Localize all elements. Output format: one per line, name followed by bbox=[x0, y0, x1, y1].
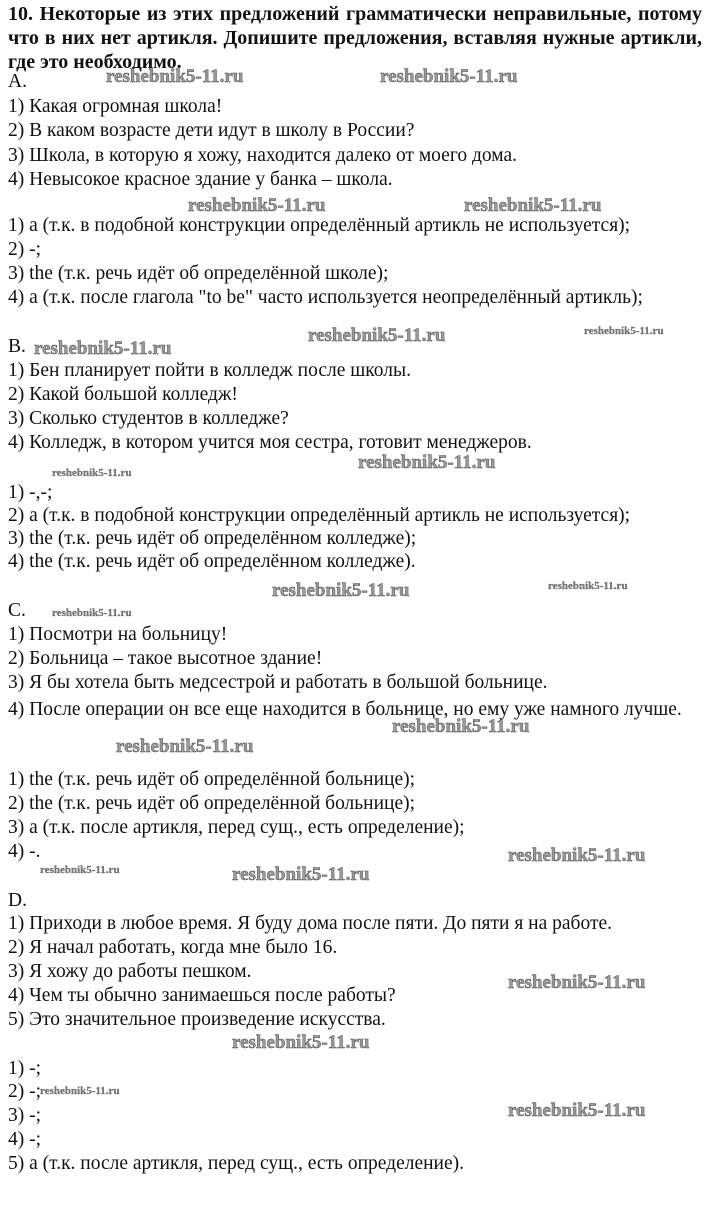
section-b-label: B. bbox=[8, 336, 26, 357]
watermark: reshebnik5-11.ru bbox=[358, 452, 496, 473]
watermark: reshebnik5-11.ru bbox=[308, 325, 446, 346]
section-c-question: 2) Больница – такое высотное здание! bbox=[8, 648, 323, 669]
section-b-question: 1) Бен планирует пойти в колледж после школы. bbox=[8, 360, 411, 381]
section-c-answer: 3) a (т.к. после артикля, перед сущ., есть определение); bbox=[8, 817, 465, 838]
watermark: reshebnik5-11.ru bbox=[272, 580, 410, 601]
section-d-question: 3) Я хожу до работы пешком. bbox=[8, 961, 252, 982]
section-c-answer: 4) -. bbox=[8, 841, 41, 862]
section-d-question: 1) Приходи в любое время. Я буду дома после пяти. До пяти я на работе. bbox=[8, 913, 613, 934]
section-a-question: 4) Невысокое красное здание у банка – школа. bbox=[8, 169, 393, 190]
watermark: reshebnik5-11.ru bbox=[508, 972, 646, 993]
section-d-answer: 4) -; bbox=[8, 1129, 42, 1150]
section-a-answer: 4) a (т.к. после глагола "to be" часто используется неопределённый артикль); bbox=[8, 287, 643, 308]
section-b-answer: 4) the (т.к. речь идёт об определённом колледже). bbox=[8, 551, 416, 572]
section-d-question: 2) Я начал работать, когда мне было 16. bbox=[8, 937, 338, 958]
watermark: reshebnik5-11.ru bbox=[392, 716, 530, 737]
section-b-question: 3) Сколько студентов в колледже? bbox=[8, 408, 289, 429]
watermark: reshebnik5-11.ru bbox=[40, 864, 120, 876]
section-d-answer: 1) -; bbox=[8, 1058, 42, 1079]
section-d-question: 5) Это значительное произведение искусства. bbox=[8, 1009, 386, 1030]
section-a-question: 1) Какая огромная школа! bbox=[8, 96, 223, 117]
watermark: reshebnik5-11.ru bbox=[106, 66, 244, 87]
watermark: reshebnik5-11.ru bbox=[232, 1032, 370, 1053]
section-a-answer: 1) a (т.к. в подобной конструкции определённый артикль не используется); bbox=[8, 215, 631, 236]
watermark: reshebnik5-11.ru bbox=[508, 1100, 646, 1121]
watermark: reshebnik5-11.ru bbox=[52, 467, 132, 479]
section-d-answer: 2) -; bbox=[8, 1081, 42, 1102]
section-c-label: C. bbox=[8, 600, 26, 621]
section-a-question: 3) Школа, в которую я хожу, находится далеко от моего дома. bbox=[8, 145, 517, 166]
section-b-answer: 3) the (т.к. речь идёт об определённом колледже); bbox=[8, 528, 417, 549]
section-b-answer: 2) a (т.к. в подобной конструкции определённый артикль не используется); bbox=[8, 505, 631, 526]
watermark: reshebnik5-11.ru bbox=[52, 607, 132, 619]
watermark: reshebnik5-11.ru bbox=[188, 195, 326, 216]
watermark: reshebnik5-11.ru bbox=[508, 845, 646, 866]
section-b-question: 2) Какой большой колледж! bbox=[8, 384, 238, 405]
section-b-question: 4) Колледж, в котором учится моя сестра, готовит менеджеров. bbox=[8, 432, 532, 453]
watermark: reshebnik5-11.ru bbox=[40, 1085, 120, 1097]
section-a-label: A. bbox=[8, 71, 27, 92]
exercise-title: 10. Некоторые из этих предложений грамматически неправильные, потому что в них нет артикля. Допишите предложения, вставляя нужные артикли, где это необходимо. bbox=[8, 3, 702, 73]
section-d-question: 4) Чем ты обычно занимаешься после работы? bbox=[8, 985, 396, 1006]
watermark: reshebnik5-11.ru bbox=[116, 736, 254, 757]
section-c-question: 1) Посмотри на больницу! bbox=[8, 624, 228, 645]
section-a-answer: 3) the (т.к. речь идёт об определённой школе); bbox=[8, 263, 389, 284]
watermark: reshebnik5-11.ru bbox=[584, 325, 664, 337]
section-d-label: D. bbox=[8, 890, 27, 911]
section-c-question: 4) После операции он все еще находится в больнице, но ему уже намного лучше. bbox=[8, 699, 682, 720]
watermark: reshebnik5-11.ru bbox=[464, 195, 602, 216]
watermark: reshebnik5-11.ru bbox=[548, 580, 628, 592]
section-c-answer: 2) the (т.к. речь идёт об определённой больнице); bbox=[8, 793, 416, 814]
section-a-answer: 2) -; bbox=[8, 239, 42, 260]
section-b-answer: 1) -,-; bbox=[8, 482, 53, 503]
section-d-answer: 5) a (т.к. после артикля, перед сущ., есть определение). bbox=[8, 1153, 465, 1174]
section-c-answer: 1) the (т.к. речь идёт об определённой больнице); bbox=[8, 769, 416, 790]
section-a-question: 2) В каком возрасте дети идут в школу в России? bbox=[8, 120, 415, 141]
watermark: reshebnik5-11.ru bbox=[380, 66, 518, 87]
section-c-question: 3) Я бы хотела быть медсестрой и работать в большой больнице. bbox=[8, 672, 548, 693]
watermark: reshebnik5-11.ru bbox=[232, 864, 370, 885]
watermark: reshebnik5-11.ru bbox=[34, 338, 172, 359]
section-d-answer: 3) -; bbox=[8, 1105, 42, 1126]
